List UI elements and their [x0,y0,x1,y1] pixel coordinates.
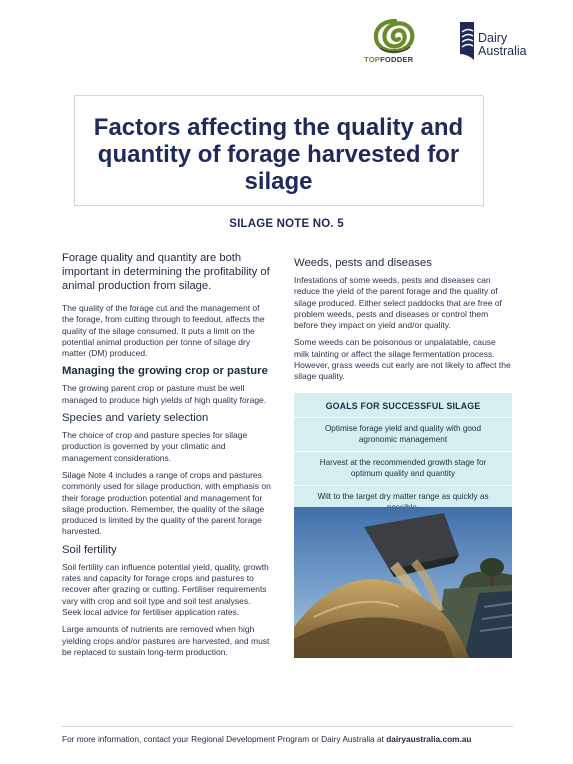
goals-title: GOALS FOR SUCCESSFUL SILAGE [325,400,481,411]
australia-text: Australia [478,44,527,58]
header-logos [360,18,550,70]
heading-soil-fertility: Soil fertility [62,543,117,556]
dairy-australia-logo [458,20,550,68]
footer-text: For more information, contact your Regional Development Program or Dairy Australia at [62,734,387,744]
weeds-paragraph-2: Some weeds can be poisonous or unpalatable, cause milk tainting or affect the silage fermentation process. However, grass weeds cut early are not likely to affect the silage quality. [294,337,511,382]
species-paragraph-2: Silage Note 4 includes a range of crops and pastures commonly used for silage production, with emphasis on their forage production potential and management for silage production. Remember, the quality of the silage produced is limited by the quality of the parent forage harvested. [62,469,271,537]
page-title: Factors affecting the quality and quantity of forage harvested for silage [93,114,464,195]
heading-weeds-pests: Weeds, pests and diseases [294,257,432,269]
dairy-text: Dairy [478,31,508,45]
soil-paragraph-1: Soil fertility can influence potential yield, quality, growth rates and capacity for forage crops and pastures to recover after grazing or cutting. Fertiliser requirements vary with crop and soil type and soil test analyses. Seek local advice for fertiliser application rates. [62,561,269,617]
footer-divider [62,726,513,727]
silage-tipping-photo [294,507,512,658]
topfodder-fodder-text: FODDER [380,55,414,64]
right-column [294,255,512,525]
footer-website-link[interactable]: dairyaustralia.com.au [386,734,472,744]
left-column [62,251,272,664]
weeds-paragraph-1: Infestations of some weeds, pests and diseases can reduce the yield of the parent forage and the quality of silage produced. Either select paddocks that are free of problem weeds, pests and diseases or control them before they impact on yield and/or quality. [294,275,502,331]
goal-item: Wilt to the target dry matter range as quickly as [294,485,512,519]
goal-item: Optimise forage yield and quality with good agronomic management [294,417,512,451]
silage-photo-image [294,507,512,658]
goal-item: Harvest at the recommended growth stage for optimum quality and quantity [294,451,512,485]
silage-note-number: SILAGE NOTE NO. 5 [229,218,344,230]
topfodder-logo [360,18,455,66]
topfodder-top-text: TOP [364,55,381,64]
intro-paragraph: The quality of the forage cut and the management of the forage, from cutting through to feedout, affects the quality of the silage consumed. It puts a limit on the potential animal production per tonne of silage dry matter (DM) produced. [62,303,265,359]
goals-box [294,393,512,525]
footer [62,734,472,744]
heading-growing-crop: Managing the growing crop or pasture [62,365,268,378]
soil-paragraph-2: Large amounts of nutrients are removed when high yielding crops and/or pastures are harvested, and must be replaced to sustain long-term production. [62,624,270,657]
heading-species-selection: Species and variety selection [62,412,209,425]
dairy-australia-emblem-icon [458,20,476,64]
title-box [74,96,484,206]
growing-crop-paragraph: The growing parent crop or pasture must be well managed to produce high yields of high quality forage. [62,383,267,405]
species-paragraph-1: The choice of crop and pasture species for silage production is governed by your climatic and management considerations. [62,430,248,463]
lead-paragraph: Forage quality and quantity are both important in determining the profitability of animal production from silage. [62,252,270,292]
topfodder-swirl-icon [372,18,418,54]
